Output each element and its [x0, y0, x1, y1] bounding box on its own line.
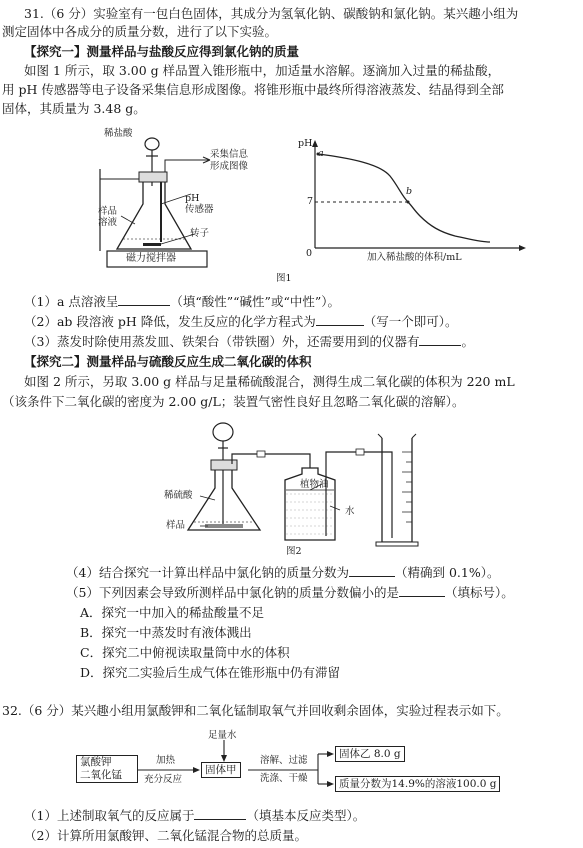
answer-blank-5[interactable] — [399, 585, 445, 597]
solid-b-box: 固体乙 8.0 g — [335, 746, 405, 762]
q31-line2: 测定固体中各成分的质量分数，进行了以下实验。 — [2, 24, 278, 39]
option-d: D．探究二实验后生成气体在锥形瓶中仍有滞留 — [80, 665, 341, 680]
explore1-para3: 固体，其质量为 3.48 g。 — [2, 101, 146, 116]
fig2-caption: 图2 — [286, 546, 302, 557]
answer-blank-3[interactable] — [419, 334, 461, 346]
fig1-acid-label: 稀盐酸 — [104, 128, 133, 139]
figure1-ph-chart — [290, 136, 530, 266]
fig1-ph-label: pH — [185, 193, 200, 204]
explore1-para2: 用 pH 传感器等电子设备采集信息形成图像。将锥形瓶中最终所得溶液蒸发、结晶得到全部 — [2, 82, 504, 97]
flow-heat-label: 加热 — [156, 755, 176, 766]
explore1-title: 【探究一】测量样品与盐酸反应得到氯化钠的质量 — [24, 44, 300, 59]
fig1-collect-label: 采集信息 — [210, 149, 249, 160]
explore2-para1: 如图 2 所示，另取 3.00 g 样品与足量稀硫酸混合，测得生成二氧化碳的体积为 220 mL — [24, 374, 515, 389]
answer-blank-4[interactable] — [349, 565, 395, 577]
solid-a-box: 固体甲 — [201, 762, 241, 778]
fig2-water-label: 水 — [345, 506, 355, 517]
solution-box: 质量分数为14.9%的溶液100.0 g — [335, 776, 500, 792]
fig1-chart-origin: 0 — [306, 248, 313, 259]
explore2-para2: （该条件下二氧化碳的密度为 2.00 g/L；装置气密性良好且忽略二氧化碳的溶解）。 — [2, 394, 465, 409]
q31-sub1: （1）a 点溶液呈 （填“酸性”“碱性”或“中性”）。 — [24, 294, 340, 309]
explore1-para1: 如图 1 所示，取 3.00 g 样品置入锥形瓶中，加适量水溶解。逐滴加入过量的稀盐酸， — [24, 63, 501, 78]
flow-wash-label: 洗涤、干燥 — [260, 773, 308, 784]
fig1-chart-x-label: 加入稀盐酸的体积/mL — [367, 252, 462, 263]
option-c: C．探究二中俯视读取量筒中水的体积 — [80, 645, 290, 660]
fig1-caption: 图1 — [276, 273, 292, 284]
option-a: A．探究一中加入的稀盐酸量不足 — [80, 605, 265, 620]
fig1-sensor-label: 传感器 — [185, 204, 214, 215]
answer-blank-1[interactable] — [118, 294, 170, 306]
q31-sub2: （2）ab 段溶液 pH 降低，发生反应的化学方程式为 （写一个即可）。 — [24, 314, 458, 329]
q32-sub1: （1）上述制取氧气的反应属于 （填基本反应类型）。 — [24, 808, 366, 823]
fig1-rotor-label: 转子 — [190, 228, 210, 239]
fig1-chart-point-a: a — [318, 148, 324, 159]
ph-curve — [318, 154, 490, 242]
fig1-sample-label: 样品 — [98, 206, 118, 217]
fig1-stirrer-label: 磁力搅拌器 — [126, 253, 176, 264]
q31-sub5: （5）下列因素会导致所测样品中氯化钠的质量分数偏小的是 （填标号）。 — [66, 585, 514, 600]
q31-sub4: （4）结合探究一计算出样品中氯化钠的质量分数为 （精确到 0.1%）。 — [66, 565, 500, 580]
q31-line1: 31.（6 分）实验室有一包白色固体，其成分为氢氧化钠、碳酸钠和氯化钠。某兴趣小组为 — [24, 6, 519, 21]
flow-water-label: 足量水 — [208, 730, 237, 741]
fig2-acid-label: 稀硫酸 — [164, 490, 193, 501]
flow-dissolve-label: 溶解、过滤 — [260, 755, 308, 766]
flow-react-label: 充分反应 — [144, 774, 183, 785]
q32-sub2: （2）计算所用氯酸钾、二氧化锰混合物的总质量。 — [24, 828, 307, 843]
start-box: 氯酸钾 二氧化锰 — [76, 755, 138, 783]
answer-blank-6[interactable] — [194, 808, 246, 820]
answer-blank-2[interactable] — [316, 314, 364, 326]
fig2-oil-label: 植物油 — [300, 479, 329, 490]
explore2-title: 【探究二】测量样品与硫酸反应生成二氧化碳的体积 — [24, 354, 312, 369]
option-b: B．探究一中蒸发时有液体溅出 — [80, 625, 252, 640]
fig1-chart-tick-7: 7 — [307, 196, 314, 207]
fig2-sample-label: 样品 — [166, 520, 186, 531]
fig1-chart-y-label: pH — [298, 138, 313, 149]
q32-line1: 32.（6 分）某兴趣小组用氯酸钾和二氧化锰制取氧气并回收剩余固体，实验过程表示如下。 — [2, 703, 509, 718]
fig1-solution-label: 溶液 — [98, 217, 118, 228]
fig1-chart-point-b: b — [406, 186, 413, 197]
fig1-form-label: 形成图像 — [210, 161, 249, 172]
q31-sub3: （3）蒸发时除使用蒸发皿、铁架台（带铁圈）外，还需要用到的仪器有 。 — [24, 334, 474, 349]
